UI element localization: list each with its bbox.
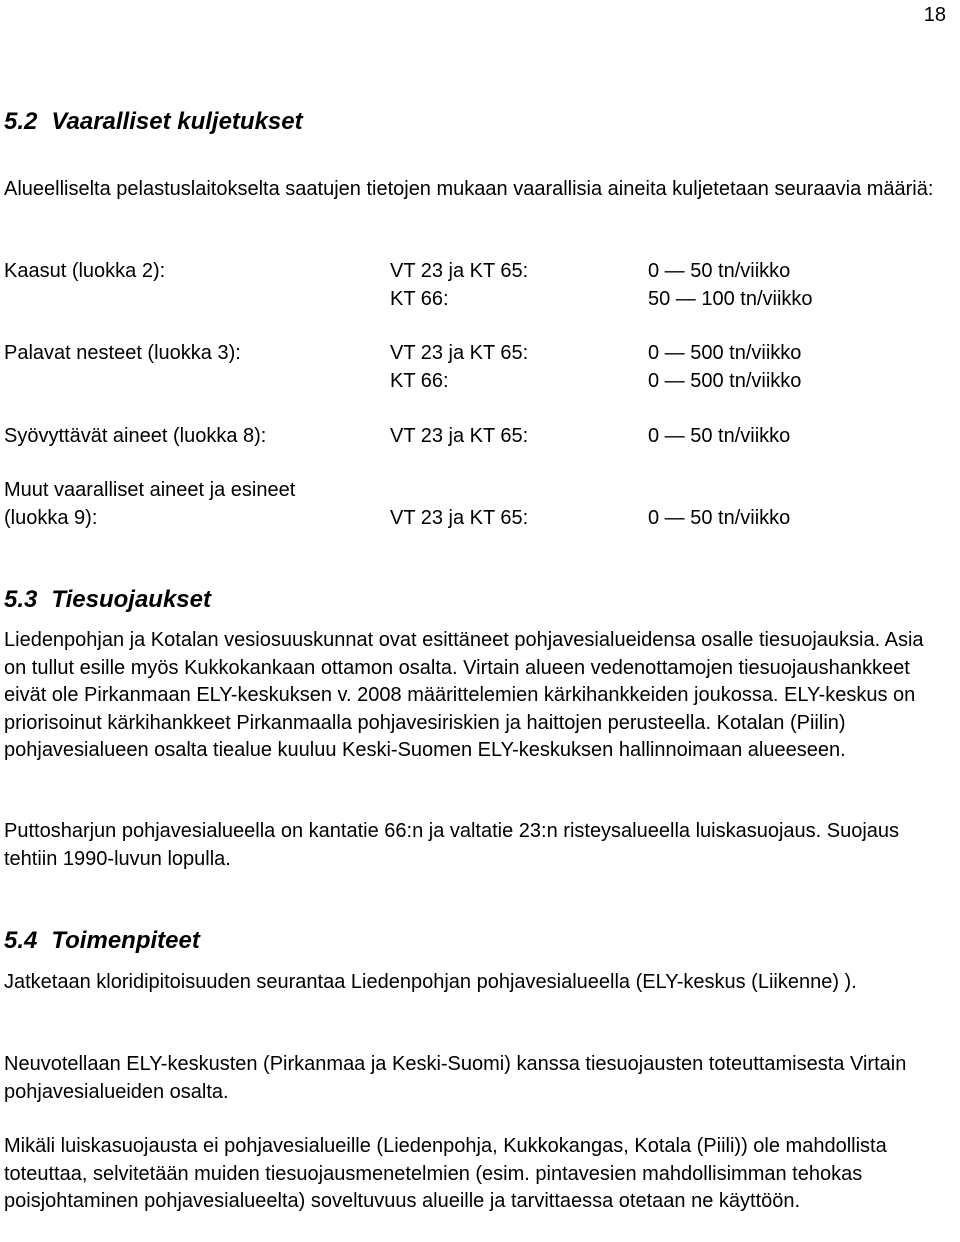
transport-amount: 50 — 100 tn/viikko bbox=[648, 287, 813, 310]
transport-row bbox=[4, 423, 944, 451]
transport-amount: 0 — 500 tn/viikko bbox=[648, 342, 802, 364]
transport-amount: 0 — 50 tn/viikko bbox=[648, 260, 791, 282]
transport-row bbox=[4, 258, 944, 286]
intro-paragraph: Alueelliselta pelastuslaitokselta saatujen tietojen mukaan vaarallisia aineita kuljetetaan seuraavia määriä: bbox=[4, 178, 934, 200]
transport-route: VT 23 ja KT 65: bbox=[390, 260, 529, 282]
paragraph: Mikäli luiskasuojausta ei pohjavesialueille (Liedenpohja, Kukkokangas, Kotala (Piili)) ole mahdollista toteuttaa, selvitetään muiden tiesuojausmenetelmien (esim. pintavesien mahdollisimman tehokas poisjohtaminen pohjavesialueelta) soveltuvuus alueille ja tarvittaessa otetaan ne käyttöön. bbox=[4, 1135, 887, 1212]
paragraph: Liedenpohjan ja Kotalan vesiosuuskunnat ovat esittäneet pohjavesialueidensa osalle tiesuojauksia. Asia on tullut esille myös Kukkokankaan ottamon osalta. Virtain alueen vedenottamojen tiesuojaushankkeet eivät ole Pirkanmaan ELY-keskuksen v. 2008 määrittelemien kärkihankkeiden joukossa. ELY-keskus on priorisoinut kärkihankkeet Pirkanmaalla pohjavesiriskien ja haittojen perusteella. Kotalan (Piilin) pohjavesialueen osalta tiealue kuuluu Keski-Suomen ELY-keskuksen hallinnoimaan alueeseen. bbox=[4, 629, 924, 761]
paragraph: Jatketaan kloridipitoisuuden seurantaa Liedenpohjan pohjavesialueella (ELY-keskus (Liikenne) ). bbox=[4, 971, 857, 993]
paragraph: Puttosharjun pohjavesialueella on kantatie 66:n ja valtatie 23:n risteysalueella luiskasuojaus. Suojaus tehtiin 1990-luvun lopulla. bbox=[4, 820, 900, 870]
section-number: 5.2 bbox=[4, 108, 38, 135]
section-title: Vaaralliset kuljetukset bbox=[51, 108, 303, 135]
transport-route: KT 66: bbox=[390, 369, 449, 392]
transport-category: Kaasut (luokka 2): bbox=[4, 260, 166, 282]
transport-amount: 0 — 50 tn/viikko bbox=[648, 425, 791, 447]
section-title: Toimenpiteet bbox=[51, 927, 200, 954]
transport-category: Muut vaaralliset aineet ja esineet bbox=[4, 479, 296, 501]
section-heading-5-4 bbox=[4, 926, 200, 956]
section-heading-5-2 bbox=[4, 107, 303, 137]
page-number: 18 bbox=[923, 4, 946, 26]
transport-category: (luokka 9): bbox=[4, 507, 98, 529]
transport-row bbox=[4, 505, 944, 533]
transport-category: Palavat nesteet (luokka 3): bbox=[4, 342, 241, 364]
section-heading-5-3 bbox=[4, 585, 211, 615]
section-number: 5.4 bbox=[4, 927, 38, 954]
section-title: Tiesuojaukset bbox=[51, 586, 211, 613]
transport-route: VT 23 ja KT 65: bbox=[390, 342, 529, 364]
transport-route: VT 23 ja KT 65: bbox=[390, 507, 529, 529]
transport-row bbox=[4, 477, 944, 505]
paragraph: Neuvotellaan ELY-keskusten (Pirkanmaa ja Keski-Suomi) kanssa tiesuojausten toteuttamisesta Virtain pohjavesialueiden osalta. bbox=[4, 1053, 907, 1103]
transport-category: Syövyttävät aineet (luokka 8): bbox=[4, 425, 267, 447]
transport-row bbox=[4, 368, 944, 396]
transport-row bbox=[4, 340, 944, 368]
transport-amount: 0 — 500 tn/viikko bbox=[648, 369, 802, 392]
section-number: 5.3 bbox=[4, 586, 38, 613]
transport-route: VT 23 ja KT 65: bbox=[390, 425, 529, 447]
transport-amount: 0 — 50 tn/viikko bbox=[648, 507, 791, 529]
transport-route: KT 66: bbox=[390, 287, 449, 310]
transport-row bbox=[4, 286, 944, 314]
